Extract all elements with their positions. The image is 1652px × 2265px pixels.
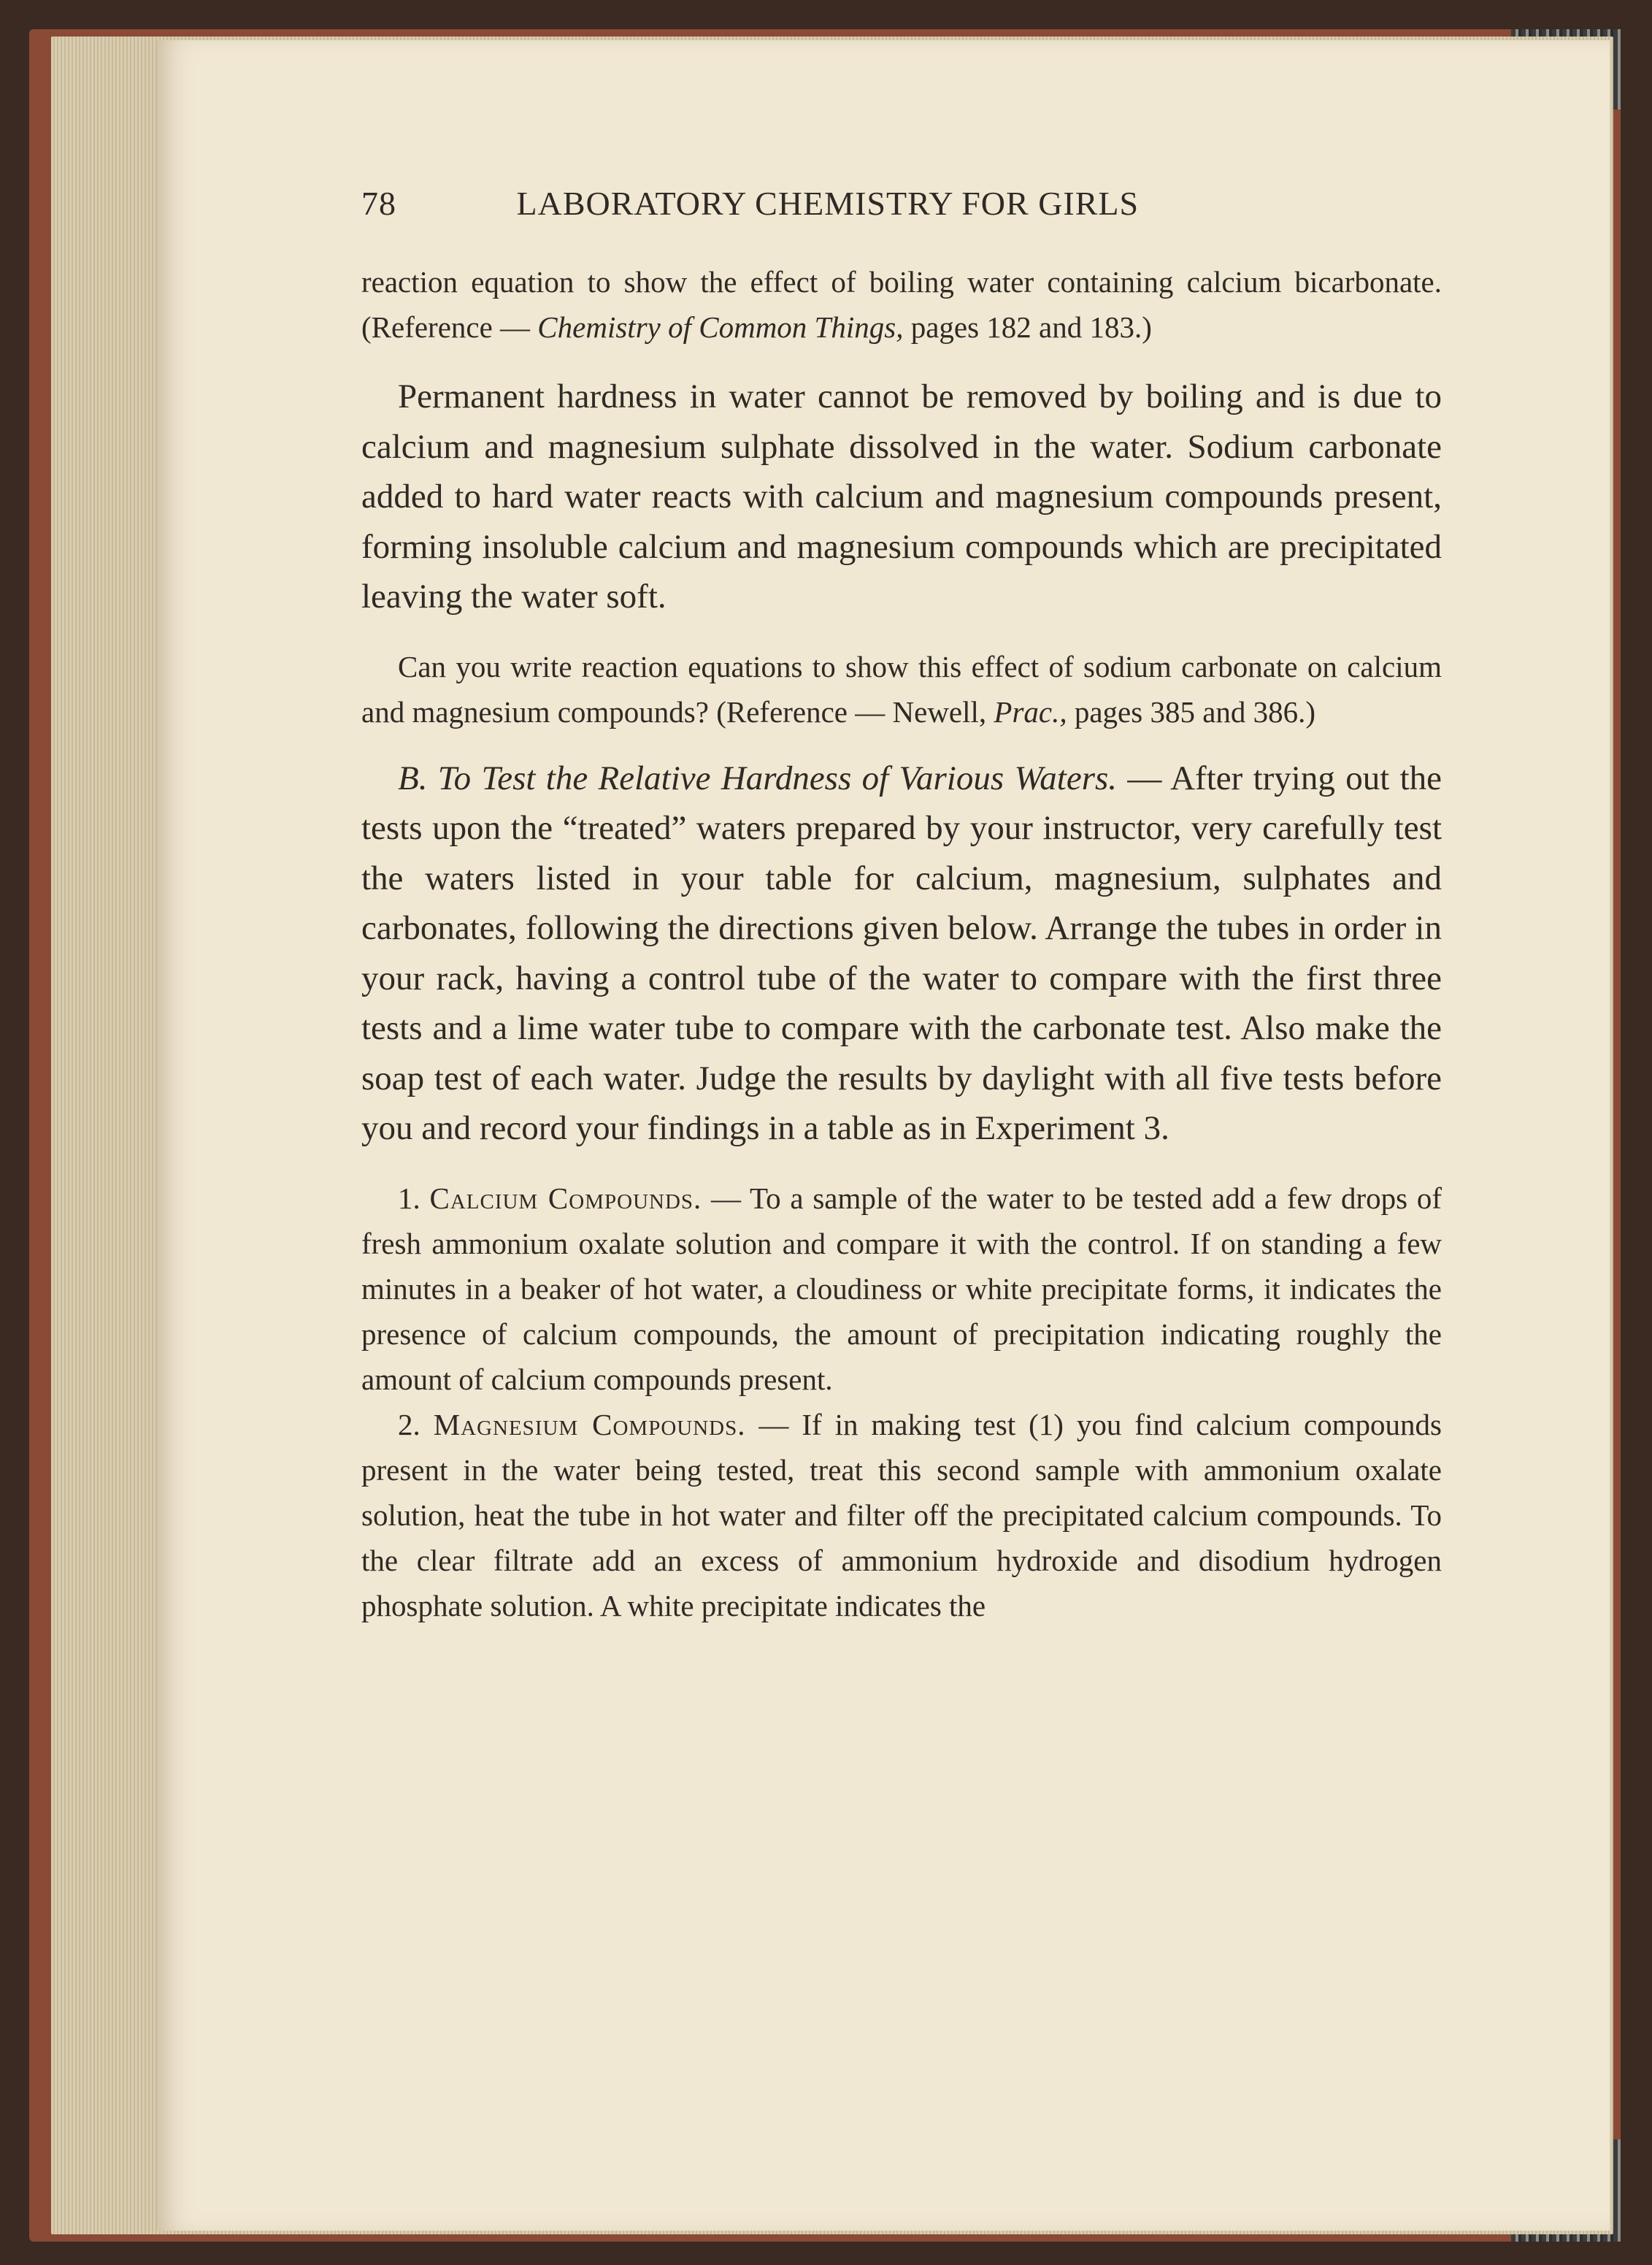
paragraph-magnesium-compounds — [361, 1402, 1442, 1628]
item-1-number: 1. — [398, 1181, 430, 1215]
section-b-body: — After trying out the tests upon the “treated” waters prepared by your instructor, very carefully test the waters listed in your table for calcium, magnesium, sulphates and carbonates, following the directions given below. Arrange the tubes in order in your rack, having a control tube of the water to compare with the first three tests and a lime water tube to compare with the carbonate test. Also make the soap test of each water. Judge the results by daylight with all five tests before you and record your findings in a table as in Experiment 3. — [361, 759, 1442, 1147]
p1-text-c: pages 182 and 183.) — [903, 310, 1152, 344]
page-text — [361, 259, 1442, 1628]
p3-reference-abbrev: Prac., — [994, 694, 1067, 729]
section-b-heading: B. To Test the Relative Hardness of Various Waters. — [398, 759, 1118, 797]
page-number: 78 — [361, 185, 396, 222]
paragraph-permanent-hardness: Permanent hardness in water cannot be removed by boiling and is due to calcium and magnesium sulphate dissolved in the water. Sodium carbonate added to hard water reacts with calcium and magnesium compounds present, forming insoluble calcium and magnesium compounds which are precipitated leaving the water soft. — [361, 378, 1442, 616]
p1-reference-title: Chemistry of Common Things, — [537, 310, 904, 344]
book-title: LABORATORY CHEMISTRY FOR GIRLS — [516, 185, 1140, 222]
paragraph-continuation — [361, 259, 1442, 350]
item-2-heading: Magnesium Compounds. — [433, 1407, 746, 1441]
p1-text-a: reaction equation to show the effect of boiling water containing calcium bicarbonate. (Reference — — [361, 265, 1442, 344]
item-1-heading: Calcium Compounds. — [429, 1181, 702, 1215]
p3-text-a: Can you write reaction equations to show this effect of sodium carbonate on calcium and magnesium compounds? (Reference — Newell, — [361, 649, 1442, 729]
paragraph-question — [361, 644, 1442, 735]
item-1-body: — To a sample of the water to be tested add a few drops of fresh ammonium oxalate solution and compare it with the control. If on standing a few minutes in a beaker of hot water, a cloudiness or white precipitate forms, it indicates the presence of calcium compounds, the amount of precipitation indicating roughly the amount of calcium compounds present. — [361, 1181, 1442, 1396]
p3-text-c: pages 385 and 386.) — [1067, 694, 1316, 729]
paragraph-calcium-compounds — [361, 1176, 1442, 1402]
running-head — [361, 184, 1310, 223]
item-2-body: — If in making test (1) you find calcium compounds present in the water being tested, treat this second sample with ammonium oxalate solution, heat the tube in hot water and filter off the precipitated calcium compounds. To the clear filtrate add an excess of ammonium hydroxide and disodium hydrogen phosphate solution. A white precipitate indicates the — [361, 1407, 1442, 1622]
paragraph-section-b — [361, 754, 1442, 1154]
item-2-number: 2. — [398, 1407, 434, 1441]
